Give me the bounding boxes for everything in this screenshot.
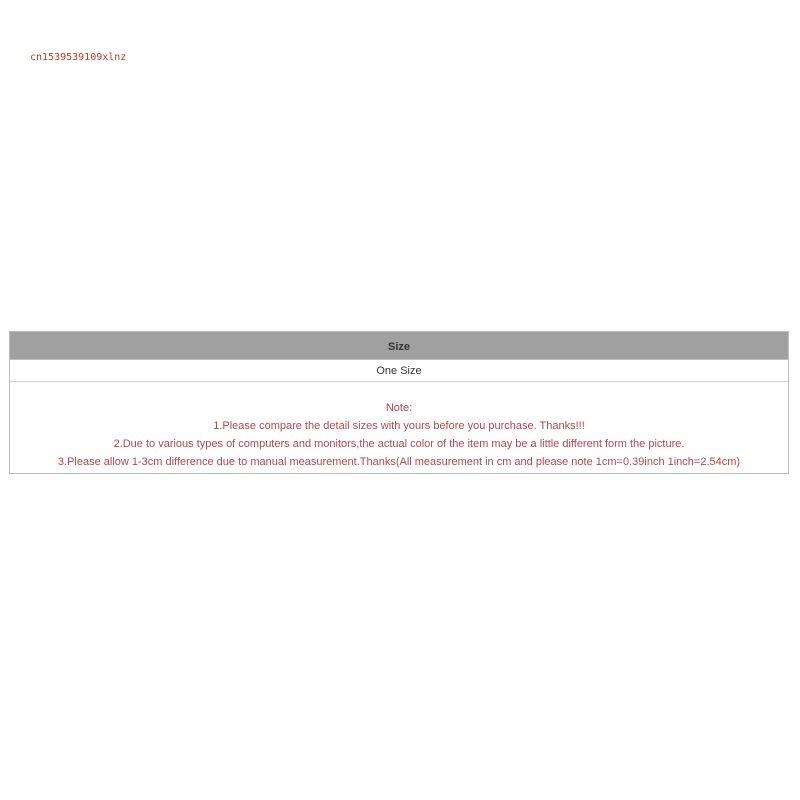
- size-value-cell: One Size: [10, 360, 788, 382]
- note-line-2: 2.Due to various types of computers and monitors,the actual color of the item may be a little different form the picture.: [113, 438, 685, 450]
- size-column-header: Size: [10, 332, 788, 360]
- watermark-text: cn1539539109xlnz: [30, 52, 127, 63]
- note-line-1: 1.Please compare the detail sizes with yours before you purchase. Thanks!!!: [213, 420, 585, 432]
- size-table: [9, 331, 789, 474]
- note-line-3: 3.Please allow 1-3cm difference due to manual measurement.Thanks(All measurement in cm and please note 1cm=0.39inch 1inch=2.54cm): [57, 456, 741, 468]
- note-block: [10, 382, 788, 473]
- note-title: Note:: [385, 402, 413, 414]
